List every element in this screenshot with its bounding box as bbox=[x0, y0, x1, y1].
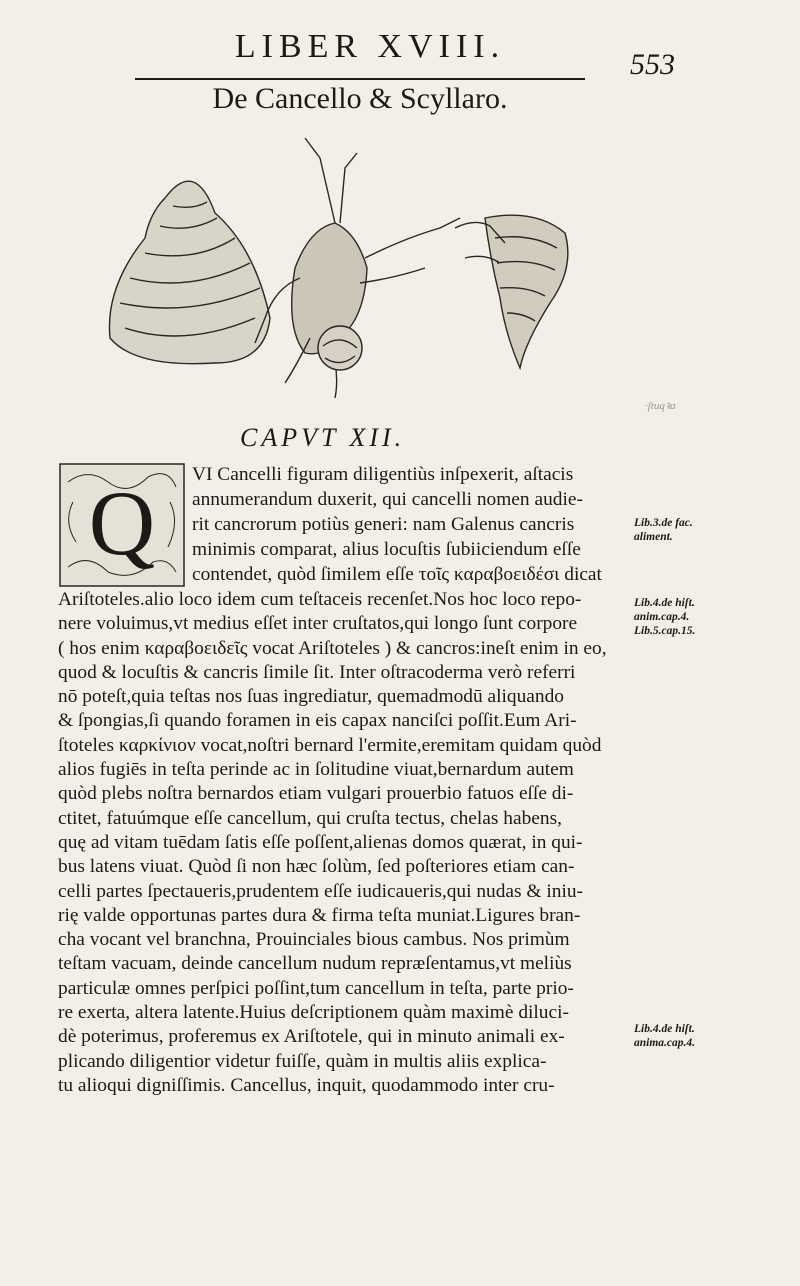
text-line: alios fugiēs in teſta perinde ac in ſolitudine viuat,bernardum autem bbox=[58, 759, 574, 781]
text-line: rię valde opportunas partes dura & firma teſta muniat.Ligures bran- bbox=[58, 904, 581, 926]
text-line: celli partes ſpectaueris,prudentem eſſe iudicaueris,qui nudas & iniu- bbox=[58, 880, 583, 902]
spiral-shell-drawing bbox=[109, 181, 270, 364]
text-line: nere voluimus,vt medius eſſet inter cruſtatos,qui longo ſunt corpore bbox=[58, 613, 578, 635]
text-line: teſtam vacuam, deinde cancellum nudum repræſentamus,vt meliùs bbox=[58, 953, 572, 975]
crab-in-shell-drawing bbox=[455, 215, 568, 368]
margin-note-line: Lib.5.cap.15. bbox=[634, 625, 696, 637]
margin-note bbox=[634, 596, 784, 638]
text-line: minimis comparat, alius locuſtis ſubiiciendum eſſe bbox=[192, 539, 581, 560]
text-line: dè poterimus, proferemus ex Ariſtotele, qui in minuto animali ex- bbox=[58, 1026, 565, 1048]
chapter-heading: CAPVT XII. bbox=[240, 423, 406, 452]
text-line: rit cancrorum potiùs generi: nam Galenus cancris bbox=[192, 514, 575, 535]
bleed-through-mark: ·ſtuqꝛa bbox=[645, 400, 676, 412]
header-rule bbox=[135, 78, 585, 80]
margin-note-line: anim.cap.4. bbox=[634, 611, 690, 623]
text-line: quòd plebs noſtra bernardos etiam vulgari prouerbio fatuos eſſe di- bbox=[58, 783, 574, 805]
text-line: nō poteſt,quia teſtas nos ſuas ingrediatur, quemadmodū aliquando bbox=[58, 686, 564, 708]
text-line: quod & locuſtis & cancris ſimile ſit. Inter oſtracoderma verò referri bbox=[58, 661, 576, 683]
margin-note-line: aliment. bbox=[634, 531, 673, 543]
text-line: ( hos enim καραβοειδεῖς vocat Ariſtoteles ) & cancros:ineſt enim in eo, bbox=[58, 637, 607, 659]
margin-note bbox=[634, 1022, 784, 1050]
section-title: De Cancello & Scyllaro. bbox=[212, 82, 508, 115]
text-line: bus latens viuat. Quòd ſi non hæc ſolùm, ſed poſteriores etiam can- bbox=[58, 856, 575, 878]
text-line: quę ad vitam tuēdam ſatis eſſe poſſent,alienas domos quærat, in qui- bbox=[58, 831, 583, 853]
margin-note-line: anima.cap.4. bbox=[634, 1037, 696, 1049]
text-line: cha vocant vel branchna, Prouinciales bious cambus. Nos primùm bbox=[58, 929, 570, 951]
margin-note-line: Lib.4.de hiſt. bbox=[634, 597, 695, 609]
text-line: & ſpongias,ſi quando foramen in eis capax nanciſci poſſit.Eum Ari- bbox=[58, 710, 577, 732]
margin-note-line: Lib.4.de hiſt. bbox=[634, 1023, 695, 1035]
margin-note bbox=[634, 516, 784, 544]
margin-note-line: Lib.3.de fac. bbox=[634, 517, 693, 529]
body-text bbox=[58, 588, 628, 1098]
initial-paragraph-lines bbox=[192, 462, 632, 587]
text-line: re exerta, altera latente.Huius deſcriptionem quàm maximè diluci- bbox=[58, 1002, 569, 1024]
text-line: particulæ omnes perſpici poſſint,tum cancellum in teſta, parte prio- bbox=[58, 977, 574, 999]
text-line: contendet, quòd ſimilem eſſe τοῖς καραβοειδέσι dicat bbox=[192, 564, 602, 585]
hermit-crab-drawing bbox=[255, 138, 460, 398]
woodcut-illustration bbox=[95, 118, 605, 418]
initial-letter: Q bbox=[88, 472, 156, 574]
text-line: VI Cancelli figuram diligentiùs inſpexerit, aſtacis bbox=[192, 464, 574, 485]
text-line: tu alioqui digniſſimis. Cancellus, inquit, quodammodo inter cru- bbox=[58, 1074, 555, 1096]
text-line: Ariſtoteles.alio loco idem cum teſtaceis recenſet.Nos hoc loco repo- bbox=[58, 589, 582, 610]
text-line: ctitet, fatuúmque eſſe cancellum, qui cruſta tectus, chelas habens, bbox=[58, 807, 562, 829]
page-number: 553 bbox=[630, 48, 675, 81]
text-line: plicando diligentior videtur fuiſſe, quàm in multis aliis explica- bbox=[58, 1050, 547, 1072]
text-line: ſtoteles καρκίνιον vocat,noſtri bernard l'ermite,eremitam quidam quòd bbox=[58, 734, 602, 756]
decorated-initial-q bbox=[58, 462, 186, 588]
running-head: LIBER XVIII. bbox=[234, 28, 506, 65]
text-line: annumerandum duxerit, qui cancelli nomen audie- bbox=[192, 489, 583, 510]
